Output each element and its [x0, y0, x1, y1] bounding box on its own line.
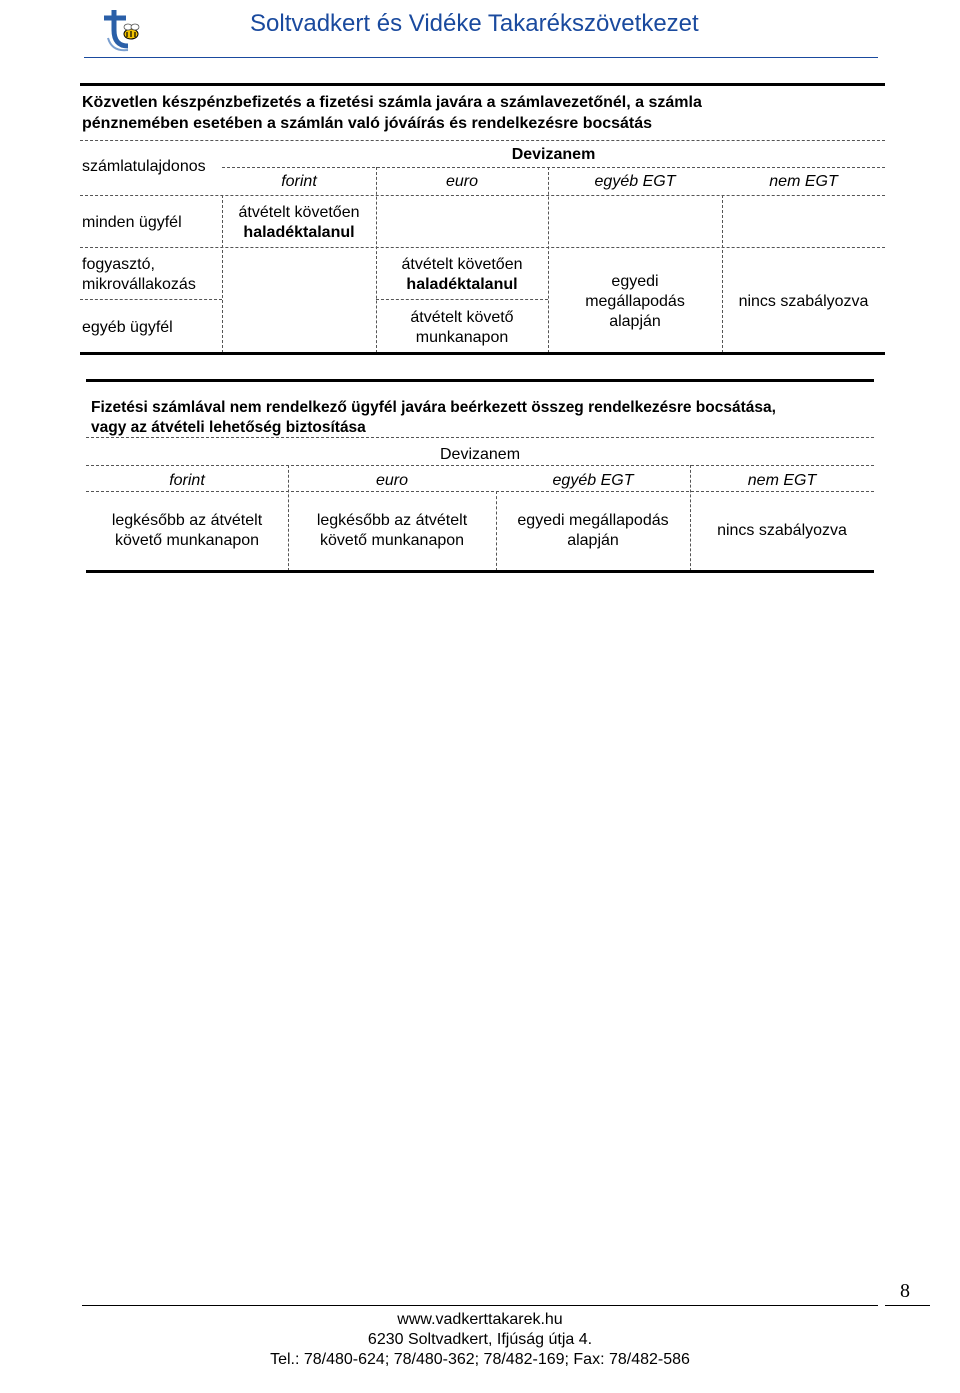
section2-top-rule	[86, 379, 874, 382]
row-egyeb-ugyfel: egyéb ügyfél	[82, 319, 173, 336]
cell-euro-fogy-1: átvételt követően	[401, 256, 523, 273]
s2-cell-nem-egt: nincs szabályozva	[717, 522, 847, 539]
s2-col-egyeb-egt: egyéb EGT	[552, 472, 634, 489]
s2-cell-forint-2: követő munkanapon	[114, 532, 260, 549]
section2-devizanem: Devizanem	[439, 446, 521, 463]
s2-vline-3	[690, 465, 691, 571]
section2-bottom-rule	[86, 570, 874, 573]
vline-4	[722, 195, 723, 353]
cell-egt-1: egyedi	[611, 273, 659, 290]
header-rule	[84, 57, 878, 58]
page-number-rule	[885, 1305, 930, 1306]
section2-title-line2: vagy az átvételi lehetőség biztosítása	[91, 419, 366, 436]
section1-bottom-rule	[80, 352, 885, 355]
cell-minden-forint-2: haladéktalanul	[243, 224, 355, 241]
s2-col-forint: forint	[169, 472, 205, 489]
cell-egt-3: alapján	[609, 313, 661, 330]
s2-cell-egt-2: alapján	[567, 532, 619, 549]
footer-website: www.vadkerttakarek.hu	[397, 1311, 563, 1328]
section2-header-bottom	[86, 491, 874, 492]
col-header-egyeb-egt: egyéb EGT	[594, 173, 676, 190]
section1-divider	[80, 140, 885, 141]
cell-euro-egyeb-2: munkanapon	[415, 329, 509, 346]
s2-cell-forint-1: legkésőbb az átvételt	[111, 512, 263, 529]
section1-title-line2: pénznemében esetében a számlán való jóváírás és rendelkezésre bocsátás	[82, 115, 653, 132]
row-fogyaszto-1: fogyasztó,	[82, 256, 155, 273]
col-header-euro: euro	[445, 173, 479, 190]
s2-cell-euro-2: követő munkanapon	[319, 532, 465, 549]
bank-name: Soltvadkert és Vidéke Takarékszövetkezet	[250, 10, 699, 37]
row-fogyaszto-2: mikrovállakozás	[82, 276, 196, 293]
col-header-owner: számlatulajdonos	[82, 158, 206, 175]
section1-top-rule	[80, 83, 885, 86]
header-bottom-line	[80, 195, 885, 196]
row-fogyaszto-divider-euro	[376, 299, 548, 300]
col-header-nem-egt: nem EGT	[769, 173, 838, 190]
page-number: 8	[900, 1280, 910, 1302]
footer-rule	[82, 1305, 878, 1306]
section2-divider	[86, 437, 874, 438]
section2-title-line1: Fizetési számlával nem rendelkező ügyfél javára beérkezett összeg rendelkezésre bocsátása,	[91, 399, 776, 416]
s2-col-euro: euro	[375, 472, 409, 489]
row-fogyaszto-divider	[80, 299, 222, 300]
cell-euro-egyeb-1: átvételt követő	[410, 309, 514, 326]
row-minden-ugyfel: minden ügyfél	[82, 214, 182, 231]
cell-minden-forint-1: átvételt követően	[238, 204, 360, 221]
bank-logo	[98, 4, 144, 54]
s2-cell-euro-1: legkésőbb az átvételt	[316, 512, 468, 529]
footer-phones: Tel.: 78/480-624; 78/480-362; 78/482-169; Fax: 78/482-586	[270, 1351, 690, 1368]
cell-euro-fogy-2: haladéktalanul	[406, 276, 518, 293]
col-header-forint: forint	[281, 173, 317, 190]
section1-title-line1: Közvetlen készpénzbefizetés a fizetési számla javára a számlavezetőnél, a számla	[82, 94, 702, 111]
s2-col-nem-egt: nem EGT	[747, 472, 817, 489]
cell-egt-2: megállapodás	[585, 293, 685, 310]
col-header-devizanem: Devizanem	[511, 146, 596, 163]
section2-devizanem-underline	[86, 465, 874, 466]
s2-cell-egt-1: egyedi megállapodás	[517, 512, 669, 529]
devizanem-underline	[222, 167, 885, 168]
footer-address: 6230 Soltvadkert, Ifjúság útja 4.	[367, 1331, 593, 1348]
row-minden-bottom	[80, 247, 885, 248]
cell-nem-egt: nincs szabályozva	[738, 293, 869, 310]
